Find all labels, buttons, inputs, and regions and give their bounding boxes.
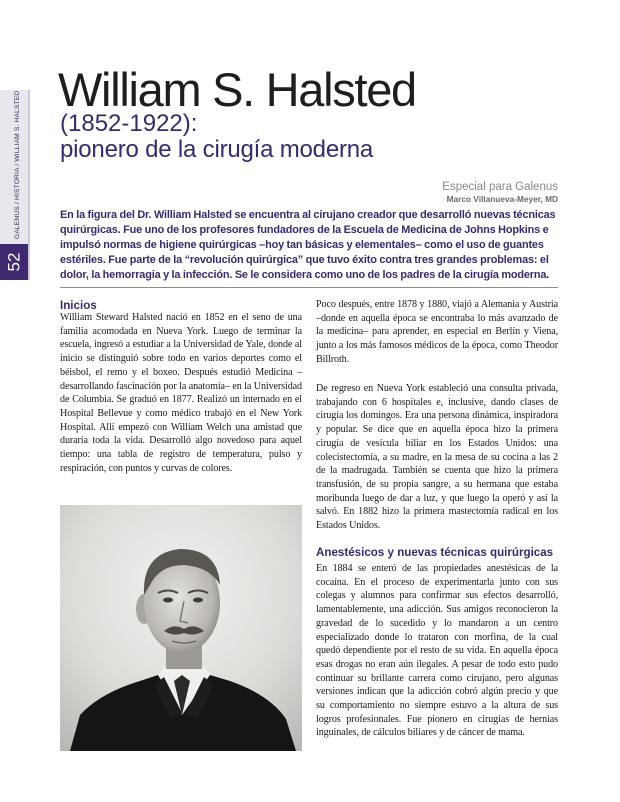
running-head: GALENUS / HISTORIA / WILLIAM S. HALSTED bbox=[14, 90, 21, 239]
lead-paragraph: En la figura del Dr. William Halsted se encuentra al cirujano creador que desarrolló nuevas técnicas quirúrgicas. Fue uno de los profesores fundadores de la Escuela de Medicina de Johns Hopkins e impulsó normas de higiene quirúrgicas –hoy tan básicas y elementales– como el uso de guantes estériles. Fue parte de la “revolución quirúrgica” que tuvo éxito contra tres grandes problemas: el dolor, la hemorragia y la infección. Se le considera como uno de los padres de la cirugía moderna. bbox=[60, 209, 556, 281]
byline-special: Especial para Galenus bbox=[442, 181, 558, 193]
byline bbox=[442, 180, 558, 205]
article-subtitle-dates: (1852-1922): bbox=[60, 110, 198, 137]
article-subtitle-role: pionero de la cirugía moderna bbox=[60, 136, 374, 163]
page-number-text: 52 bbox=[3, 252, 23, 272]
column-right-new-york bbox=[316, 382, 558, 533]
portrait-illustration bbox=[60, 505, 302, 751]
paragraph-new-york: De regreso en Nueva York estableció una consulta privada, trabajando con 6 hospitales e, inclusive, dando clases de cirugía los domingos. Era una persona dinámica, inspiradora y popular. Se dice que en aquella época hizo la primera cirugía de vesícula biliar en los Estados Unidos: una colecistectomía, a su madre, en la mesa de su cocina a las 2 de la madrugada. También se cuenta que hizo la primera transfusión, de su propia sangre, a su hermana que estaba moribunda luego de dar a luz, y que luego la operó y así la salvó. En 1882 hizo la primera mastectomía radical en los Estados Unidos. bbox=[316, 383, 558, 532]
portrait-photo bbox=[60, 505, 302, 751]
divider-rule bbox=[60, 287, 558, 288]
section-heading-inicios: Inicios bbox=[60, 299, 97, 312]
byline-author: Marco Villanueva-Meyer, MD bbox=[446, 194, 558, 204]
paragraph-inicios: William Steward Halsted nació en 1852 en el seno de una familia acomodada en Nueva York. Luego de terminar la escuela, ingresó a estudiar a la Universidad de Yale, donde al inicio se distinguió sobre todo en varios deportes como el béisbol, el remo y el boxeo. Después estudió Medicina –desarrollando fascinación por la anatomía– en la Universidad de Columbia. Se graduó en 1877. Realizó un internado en el Hospital Bellevue y como médico trabajó en el New York Hospital. Allí empezó con William Welch una amistad que duraría toda la vida. Desarrolló algo novedoso para aquel tiempo: una tabla de registro de temperatura, pulso y respiración, con puntos y curvas de colores. bbox=[60, 312, 302, 474]
column-right-anestesicos bbox=[316, 562, 558, 740]
paragraph-europe: Poco después, entre 1878 y 1880, viajó a Alemania y Austria –donde en aquella época se encontraba lo más avanzado de la medicina– para aprender, en especial en Berlín y Viena, junto a los más famosos médicos de la época, como Theodor Billroth. bbox=[316, 299, 558, 365]
column-left bbox=[60, 311, 302, 475]
paragraph-anestesicos: En 1884 se enteró de las propiedades anestésicas de la cocaína. En el proceso de experimentarla junto con sus colegas y alumnos para confirmar sus efectos desarrolló, lamentablemente, una adicción. Sus amigos reconocieron la gravedad de lo sucedido y lo mandaron a un centro especializado donde lo trataron con morfina, de la cual quedó dependiente por el resto de su vida. En aquella época esas drogas no eran aún ilegales. A pesar de todo esto pudo continuar su brillante carrera como cirujano, pero algunas versiones indican que la adicción cobró algún precio y que su comportamiento no siempre estuvo a la altura de sus logros profesionales. Fue pionero en cirugías de hernias inguinales, de cálculos biliares y de cáncer de mama. bbox=[316, 563, 558, 739]
section-heading-anestesicos: Anestésicos y nuevas técnicas quirúrgicas bbox=[316, 546, 554, 559]
page-number bbox=[0, 244, 28, 280]
article-title: William S. Halsted bbox=[58, 63, 416, 116]
column-right-europe bbox=[316, 298, 558, 367]
side-rail-strip bbox=[28, 90, 30, 280]
